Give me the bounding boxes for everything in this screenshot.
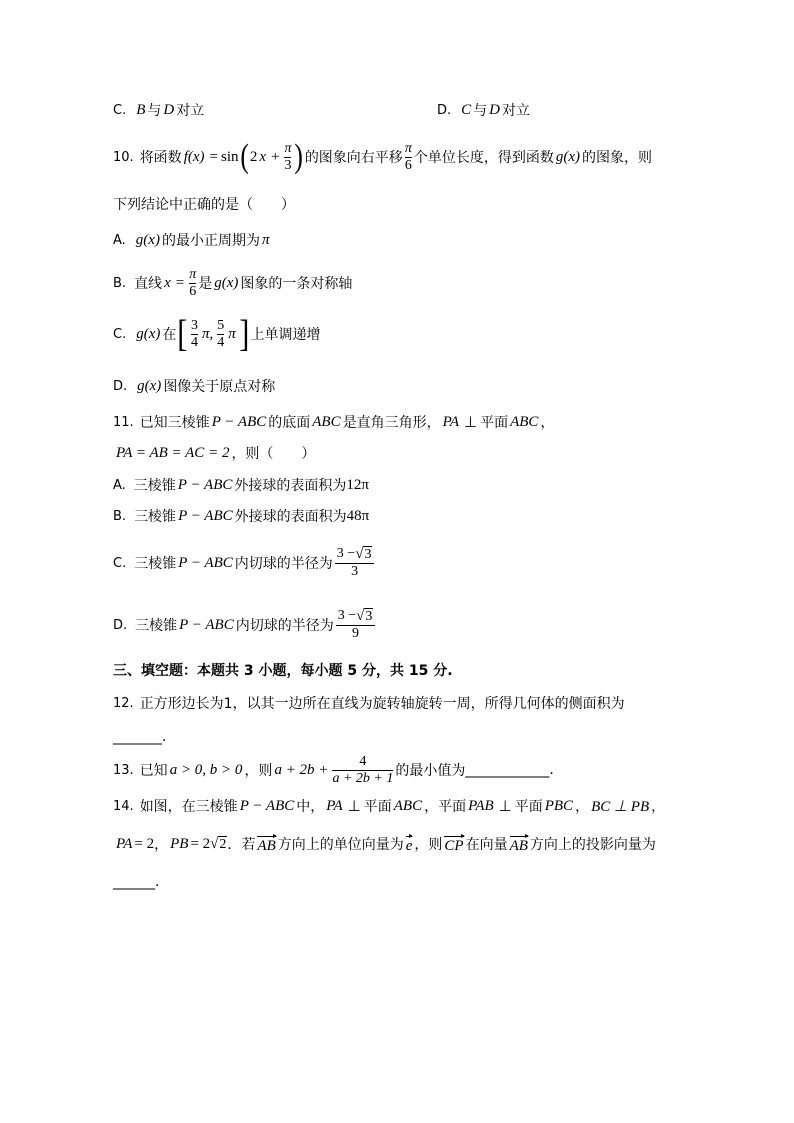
fraction-numerator bbox=[335, 546, 375, 564]
condition-expression: a > 0, b > 0 bbox=[169, 761, 243, 778]
event-symbol: D bbox=[489, 101, 501, 118]
option-text: 外接球的表面积为 bbox=[234, 509, 347, 525]
fraction-numerator: 3 bbox=[191, 317, 199, 333]
q10-option-d bbox=[113, 366, 275, 406]
q9-option-c bbox=[113, 90, 204, 130]
plane-name: PAB bbox=[468, 797, 494, 814]
option-text: 三棱锥 bbox=[134, 509, 177, 525]
q13-stem bbox=[113, 750, 554, 790]
fraction-pi-over-6 bbox=[405, 141, 412, 174]
math-expression: a + 2b + bbox=[274, 761, 329, 778]
option-label: C. bbox=[113, 102, 127, 118]
segment-name: PA bbox=[442, 413, 460, 430]
option-text: 三棱锥 bbox=[133, 478, 176, 494]
function-g: g(x) bbox=[136, 325, 161, 342]
vector-e: e bbox=[404, 833, 415, 855]
option-label: C. bbox=[113, 326, 127, 342]
q10-option-c bbox=[113, 314, 320, 354]
question-text: 如图，在三棱锥 bbox=[139, 799, 238, 815]
q11-option-c bbox=[113, 543, 376, 583]
math-expression: BC ⊥ PB bbox=[591, 798, 650, 815]
option-text: 上单调递增 bbox=[250, 327, 321, 343]
question-text: 平面 bbox=[480, 415, 509, 431]
function-g: g(x) bbox=[137, 377, 162, 394]
period: . bbox=[549, 762, 554, 778]
q9-option-d bbox=[437, 90, 530, 130]
question-number: 12. bbox=[113, 695, 134, 711]
fraction-pi-over-3 bbox=[284, 141, 291, 174]
equals-sign: = bbox=[209, 148, 218, 165]
fraction-5-over-4 bbox=[217, 318, 224, 351]
pi-symbol: π bbox=[228, 325, 236, 342]
variable-x: x bbox=[259, 148, 266, 165]
pyramid-name: P − ABC bbox=[178, 507, 233, 524]
plane-name: ABC bbox=[393, 797, 423, 814]
fraction-4-over-sum bbox=[332, 754, 393, 787]
q10-option-a bbox=[113, 220, 271, 260]
left-parenthesis: ( bbox=[239, 138, 249, 175]
right-parenthesis: ) bbox=[294, 138, 304, 175]
fraction-numerator: π bbox=[284, 140, 292, 156]
event-symbol: C bbox=[461, 101, 472, 118]
option-label: A. bbox=[113, 477, 126, 493]
question-text: 方向上的投影向量为 bbox=[529, 837, 656, 853]
question-text: 是直角三角形， bbox=[342, 415, 441, 431]
answer-blank: _______ bbox=[113, 729, 162, 745]
radicand: 3 bbox=[365, 609, 373, 624]
fraction-denominator: a + 2b + 1 bbox=[332, 770, 394, 786]
question-text: ， bbox=[651, 799, 666, 815]
q14-answer-line bbox=[113, 862, 159, 902]
pi-symbol: π bbox=[261, 231, 270, 248]
option-label: B. bbox=[113, 508, 127, 524]
question-text: 平面 bbox=[363, 799, 392, 815]
plane-name: ABC bbox=[510, 413, 539, 430]
math-expression: PA = AB = AC = 2 bbox=[116, 444, 230, 461]
fraction-denominator: 3 bbox=[351, 564, 359, 579]
plane-name: PBC bbox=[544, 797, 574, 814]
option-text: 直线 bbox=[134, 276, 163, 292]
pyramid-name: P − ABC bbox=[177, 476, 233, 493]
event-symbol: D bbox=[163, 101, 175, 118]
option-text: 三棱锥 bbox=[135, 618, 178, 634]
question-text: ，则 bbox=[244, 763, 273, 779]
fraction-denominator: 4 bbox=[217, 334, 225, 350]
option-text: 与 bbox=[473, 103, 488, 119]
option-label: D. bbox=[113, 617, 128, 633]
question-text: 平面 bbox=[514, 799, 543, 815]
coefficient: 2 bbox=[249, 148, 258, 165]
question-text: 在向量 bbox=[465, 837, 508, 853]
question-text: ， bbox=[540, 415, 555, 431]
fraction-3-over-4 bbox=[191, 318, 198, 351]
option-text: 在 bbox=[162, 327, 177, 343]
pyramid-name: P − ABC bbox=[178, 554, 233, 571]
question-text: 的底面 bbox=[268, 415, 311, 431]
option-text: 三棱锥 bbox=[134, 556, 177, 572]
option-text: 内切球的半径为 bbox=[234, 556, 333, 572]
function-g: g(x) bbox=[555, 148, 580, 165]
q14-stem bbox=[113, 786, 665, 826]
question-text: 的最小值为 bbox=[395, 763, 466, 779]
fraction-pi-over-6 bbox=[189, 267, 196, 300]
question-text: 已知三棱锥 bbox=[139, 415, 210, 431]
q14-stem-line2 bbox=[114, 824, 656, 864]
radicand: 2 bbox=[219, 837, 227, 852]
equals-sign: = bbox=[175, 274, 185, 291]
sin-function: sin bbox=[220, 148, 239, 165]
question-number: 11. bbox=[113, 414, 134, 430]
question-text: 个单位长度，得到函数 bbox=[413, 150, 554, 166]
option-text: 外接球的表面积为 bbox=[234, 478, 347, 494]
question-text: ．若 bbox=[227, 837, 256, 853]
left-bracket: [ bbox=[177, 313, 188, 355]
option-text: 是 bbox=[198, 276, 213, 292]
option-label: D. bbox=[113, 378, 128, 394]
function-g: g(x) bbox=[135, 231, 160, 248]
vector-cp: CP bbox=[442, 833, 465, 855]
fraction-radius bbox=[336, 608, 376, 642]
numerator-lead: 3 − bbox=[337, 608, 357, 623]
question-text: 正方形边长为1，以其一边所在直线为旋转轴旋转一周，所得几何体的侧面积为 bbox=[139, 696, 625, 712]
q11-option-d bbox=[113, 605, 377, 645]
question-number: 13. bbox=[113, 762, 134, 778]
question-text: ，则 bbox=[414, 837, 443, 853]
question-text: ， bbox=[154, 837, 169, 853]
plus-sign: + bbox=[271, 148, 280, 165]
option-text: 内切球的半径为 bbox=[235, 618, 334, 634]
option-value: 48π bbox=[346, 507, 370, 524]
fraction-denominator: 6 bbox=[404, 157, 412, 173]
option-text: 对立 bbox=[176, 103, 205, 119]
answer-blank: ____________ bbox=[465, 762, 550, 778]
question-text: ，则（ ） bbox=[231, 446, 316, 462]
option-label: A. bbox=[113, 232, 126, 248]
answer-blank: ______ bbox=[113, 874, 155, 890]
radical-sign: √ bbox=[355, 546, 364, 562]
option-value: 12π bbox=[346, 476, 369, 493]
fraction-denominator: 6 bbox=[189, 283, 197, 299]
question-text: ，平面 bbox=[424, 799, 467, 815]
question-number: 10. bbox=[113, 149, 134, 165]
q10-stem-line2 bbox=[113, 184, 295, 224]
question-text: 方向上的单位向量为 bbox=[277, 837, 404, 853]
numerator-lead: 3 − bbox=[336, 546, 356, 561]
pyramid-name: P − ABC bbox=[179, 616, 234, 633]
radical-sign: √ bbox=[210, 836, 219, 852]
math-expression: = 2 bbox=[134, 835, 155, 852]
function-f: f(x) bbox=[183, 148, 205, 165]
option-text: 对立 bbox=[502, 103, 531, 119]
option-label: D. bbox=[437, 102, 452, 118]
q10-option-b bbox=[113, 263, 352, 303]
question-text: 下列结论中正确的是（ ） bbox=[113, 197, 295, 213]
right-bracket: ] bbox=[239, 313, 250, 355]
option-text: 图像关于原点对称 bbox=[163, 379, 276, 395]
q11-option-b bbox=[113, 496, 369, 536]
fraction-denominator: 9 bbox=[352, 626, 360, 641]
segment-name: PA bbox=[326, 797, 343, 814]
math-expression: = 2 bbox=[190, 835, 211, 852]
radicand: 3 bbox=[364, 547, 372, 562]
fraction-radius bbox=[335, 546, 375, 580]
question-number: 14. bbox=[113, 798, 134, 814]
segment-name: PA bbox=[116, 835, 133, 852]
perpendicular-symbol: ⊥ bbox=[498, 798, 512, 815]
variable-x: x bbox=[164, 274, 171, 291]
option-text: 与 bbox=[147, 103, 162, 119]
triangle-name: ABC bbox=[312, 413, 341, 430]
question-text: 已知 bbox=[139, 763, 168, 779]
q10-stem bbox=[113, 137, 652, 177]
fraction-numerator: 5 bbox=[217, 317, 225, 333]
fraction-numerator: π bbox=[189, 266, 197, 282]
q12-stem bbox=[113, 683, 625, 723]
function-g: g(x) bbox=[214, 274, 239, 291]
perpendicular-symbol: ⊥ bbox=[464, 414, 478, 431]
pyramid-name: P − ABC bbox=[239, 797, 295, 814]
fraction-numerator bbox=[336, 608, 376, 626]
radical-sign: √ bbox=[356, 608, 365, 624]
fraction-numerator: π bbox=[404, 140, 412, 156]
question-text: ， bbox=[575, 799, 590, 815]
question-text: 将函数 bbox=[139, 150, 182, 166]
fraction-denominator: 3 bbox=[284, 157, 292, 173]
period: . bbox=[155, 874, 160, 890]
option-text: 图象的一条对称轴 bbox=[240, 276, 353, 292]
question-text: 的图象向右平移 bbox=[304, 150, 403, 166]
segment-name: PB bbox=[170, 835, 189, 852]
period: . bbox=[162, 729, 167, 745]
option-label: C. bbox=[113, 555, 127, 571]
option-label: B. bbox=[113, 275, 127, 291]
fraction-denominator: 4 bbox=[191, 334, 199, 350]
perpendicular-symbol: ⊥ bbox=[347, 798, 361, 815]
vector-ab: AB bbox=[508, 833, 530, 855]
question-text: 的图象，则 bbox=[581, 150, 652, 166]
pi-symbol: π, bbox=[202, 325, 214, 342]
pyramid-name: P − ABC bbox=[211, 413, 267, 430]
fraction-numerator: 4 bbox=[332, 754, 393, 771]
vector-ab: AB bbox=[255, 833, 277, 855]
event-symbol: B bbox=[136, 101, 146, 118]
section-title: 三、填空题：本题共 3 小题，每小题 5 分，共 15 分. bbox=[113, 663, 453, 679]
option-text: 的最小正周期为 bbox=[161, 233, 260, 249]
question-text: 中， bbox=[296, 799, 325, 815]
